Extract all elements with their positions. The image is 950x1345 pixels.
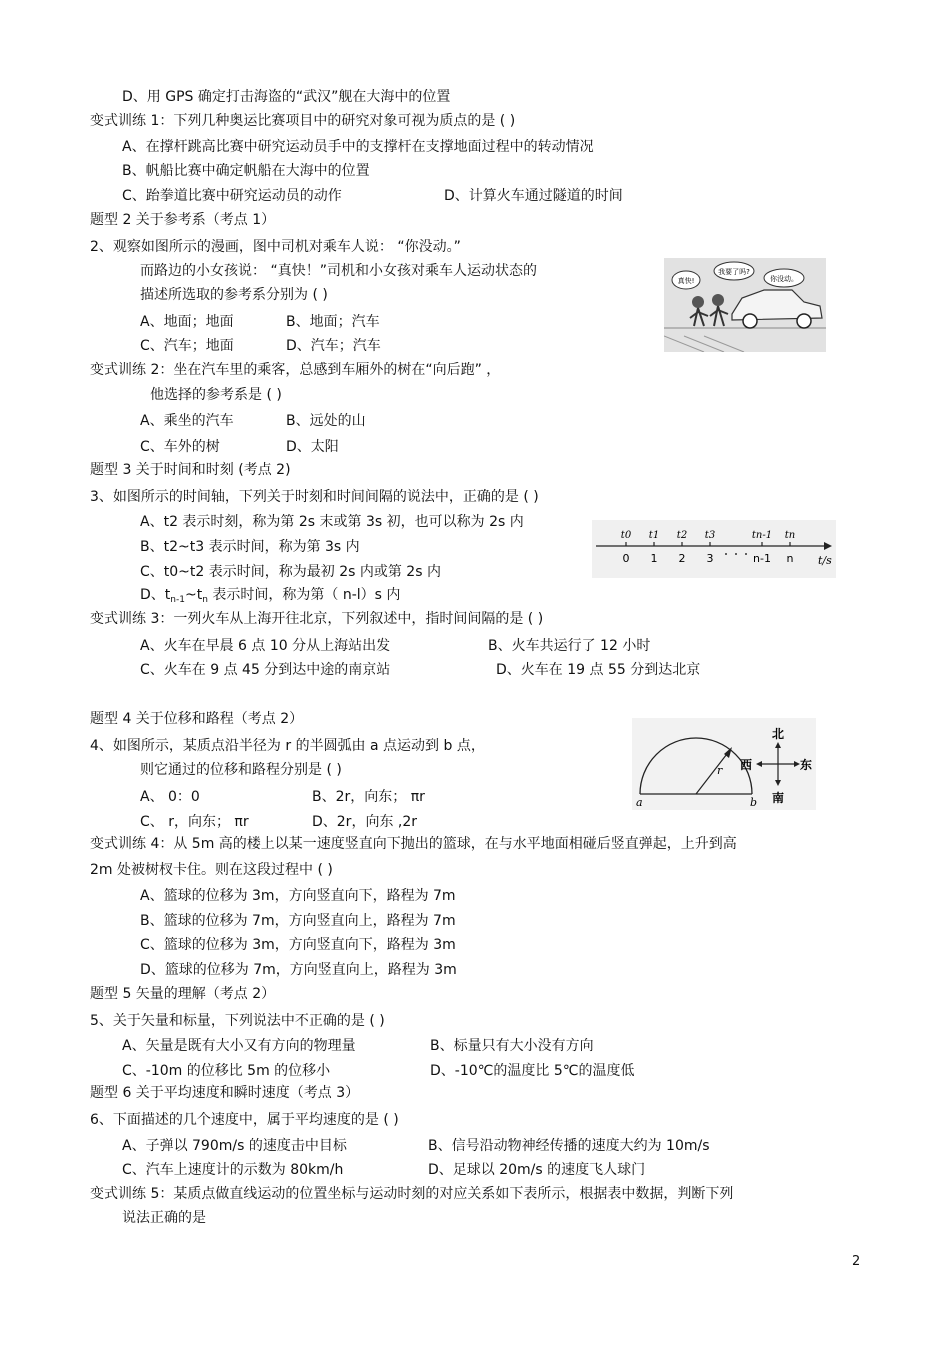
text-line: B、远处的山: [286, 413, 366, 429]
timeline-top-label: t1: [648, 530, 660, 541]
question-3-option-d: [140, 586, 400, 609]
text-line: A、地面；地面: [140, 314, 234, 330]
car-wheel-rear: [797, 314, 811, 328]
text-line: D、太阳: [286, 439, 339, 455]
text-line: 4、如图所示，某质点沿半径为 r 的半圆弧由 a 点运动到 b 点，: [90, 738, 485, 754]
option-d-t-start: t: [164, 587, 171, 603]
option-d-rest: 表示时间，称为第（ n-l）s 内: [207, 587, 401, 603]
option-d-subscript-end: n: [202, 595, 208, 605]
text-line: D、火车在 19 点 55 分到达北京: [496, 662, 701, 678]
text-line: 变式训练 4：从 5m 高的楼上以某一速度竖直向下抛出的篮球，在与水平地面相碰后竖直弹起，上升到高: [90, 836, 737, 852]
text-line: C、t0~t2 表示时间，称为最初 2s 内或第 2s 内: [140, 564, 441, 580]
text-line: 题型 5 矢量的理解（考点 2）: [90, 986, 276, 1002]
text-line: B、火车共运行了 12 小时: [488, 638, 651, 654]
text-line: 5、关于矢量和标量，下列说法中不正确的是 ( ): [90, 1013, 385, 1029]
option-d-subscript-start: n-1: [170, 595, 185, 605]
compass-north: 北: [772, 727, 785, 741]
point-b-label: b: [750, 796, 758, 809]
text-line: D、用 GPS 确定打击海盗的“武汉”舰在大海中的位置: [122, 89, 451, 105]
timeline-background: [592, 520, 836, 578]
text-line: B、篮球的位移为 7m，方向竖直向上，路程为 7m: [140, 913, 456, 929]
option-d-separator: ~t: [184, 587, 203, 603]
text-line: 说法正确的是: [122, 1210, 206, 1226]
text-line: 描述所选取的参考系分别为 ( ): [140, 287, 328, 303]
speech-text-right: 你没动。: [770, 275, 798, 283]
text-line: 题型 4 关于位移和路程（考点 2）: [90, 711, 304, 727]
timeline-top-label: t2: [676, 530, 688, 541]
timeline-ellipsis-dot: [725, 553, 727, 555]
time-axis-label: t/s: [818, 554, 832, 567]
text-line: 3、如图所示的时间轴，下列关于时刻和时间间隔的说法中，正确的是 ( ): [90, 489, 539, 505]
timeline-bottom-label: n: [786, 552, 794, 565]
text-line: 题型 3 关于时间和时刻 (考点 2): [90, 462, 291, 478]
text-line: C、-10m 的位移比 5m 的位移小: [122, 1063, 331, 1079]
text-line: D、-10℃的温度比 5℃的温度低: [430, 1063, 635, 1079]
text-line: D、2r，向东 ,2r: [312, 814, 418, 830]
option-d-prefix: D、: [140, 587, 165, 603]
text-line: A、t2 表示时刻，称为第 2s 末或第 3s 初，也可以称为 2s 内: [140, 514, 524, 530]
text-line: B、t2~t3 表示时间，称为第 3s 内: [140, 539, 360, 555]
text-line: A、火车在早晨 6 点 10 分从上海站出发: [140, 638, 391, 654]
semicircle-figure: [632, 718, 816, 810]
text-line: D、计算火车通过隧道的时间: [444, 188, 623, 204]
timeline-ellipsis-dot: [735, 553, 737, 555]
speech-text-left: 真快!: [677, 277, 695, 285]
timeline-bottom-label: n-1: [753, 552, 771, 565]
text-line: 2、观察如图所示的漫画，图中司机对乘车人说： “你没动。”: [90, 239, 461, 255]
timeline-bottom-label: 1: [650, 552, 658, 565]
text-line: C、 r，向东； πr: [140, 814, 249, 830]
text-line: B、帆船比赛中确定帆船在大海中的位置: [122, 163, 370, 179]
car-wheel-front: [743, 314, 757, 328]
timeline-bottom-label: 0: [622, 552, 630, 565]
text-line: 2m 处被树杈卡住。则在这段过程中 ( ): [90, 862, 333, 878]
text-line: B、2r，向东； πr: [312, 789, 425, 805]
text-line: A、 0：0: [140, 789, 200, 805]
text-line: 变式训练 1：下列几种奥运比赛项目中的研究对象可视为质点的是 ( ): [90, 113, 516, 129]
radius-label: r: [717, 764, 723, 777]
text-line: A、矢量是既有大小又有方向的物理量: [122, 1038, 356, 1054]
page-number: 2: [852, 1254, 861, 1269]
text-line: A、子弹以 790m/s 的速度击中目标: [122, 1138, 347, 1154]
text-line: B、信号沿动物神经传播的速度大约为 10m/s: [428, 1138, 710, 1154]
text-line: B、地面；汽车: [286, 314, 380, 330]
text-line: 变式训练 2：坐在汽车里的乘客，总感到车厢外的树在“向后跑” ，: [90, 362, 501, 378]
timeline-bottom-label: 2: [678, 552, 686, 565]
text-line: A、篮球的位移为 3m，方向竖直向下，路程为 7m: [140, 888, 456, 904]
text-line: 变式训练 3：一列火车从上海开往北京，下列叙述中，指时间间隔的是 ( ): [90, 611, 544, 627]
text-line: 他选择的参考系是 ( ): [150, 387, 282, 403]
timeline-figure: [592, 520, 836, 578]
text-line: C、汽车；地面: [140, 338, 234, 354]
compass-south: 南: [772, 791, 785, 805]
compass-east: 东: [800, 758, 813, 772]
text-line: D、篮球的位移为 7m，方向竖直向上，路程为 3m: [140, 962, 457, 978]
text-line: C、火车在 9 点 45 分到达中途的南京站: [140, 662, 391, 678]
timeline-top-label: tn: [784, 530, 796, 541]
compass-west: 西: [740, 758, 753, 772]
text-line: 则它通过的位移和路程分别是 ( ): [140, 762, 342, 778]
cartoon-figure: [664, 258, 826, 352]
point-a-label: a: [636, 796, 643, 809]
text-line: 题型 6 关于平均速度和瞬时速度（考点 3）: [90, 1085, 360, 1101]
text-line: A、在撑杆跳高比赛中研究运动员手中的支撑杆在支撑地面过程中的转动情况: [122, 139, 594, 155]
boy-head: [712, 294, 724, 306]
text-line: 题型 2 关于参考系（考点 1）: [90, 212, 276, 228]
text-line: 变式训练 5：某质点做直线运动的位置坐标与运动时刻的对应关系如下表所示，根据表中数据，判断下列: [90, 1186, 734, 1202]
text-line: D、汽车；汽车: [286, 338, 381, 354]
text-line: C、车外的树: [140, 439, 220, 455]
text-line: C、汽车上速度计的示数为 80km/h: [122, 1162, 344, 1178]
timeline-ellipsis-dot: [745, 553, 747, 555]
text-line: D、足球以 20m/s 的速度飞人球门: [428, 1162, 646, 1178]
timeline-top-label: t0: [620, 530, 632, 541]
speech-text-middle: 我要了吗?: [718, 268, 750, 276]
girl-head: [692, 296, 704, 308]
text-line: B、标量只有大小没有方向: [430, 1038, 594, 1054]
text-line: A、乘坐的汽车: [140, 413, 234, 429]
timeline-top-label: t3: [704, 530, 716, 541]
timeline-bottom-label: 3: [706, 552, 714, 565]
text-line: 而路边的小女孩说： “真快！”司机和小女孩对乘车人运动状态的: [140, 263, 537, 279]
text-line: C、篮球的位移为 3m，方向竖直向下，路程为 3m: [140, 937, 456, 953]
text-line: C、跆拳道比赛中研究运动员的动作: [122, 188, 342, 204]
text-line: 6、下面描述的几个速度中，属于平均速度的是 ( ): [90, 1112, 399, 1128]
timeline-top-label: tn-1: [751, 530, 773, 541]
